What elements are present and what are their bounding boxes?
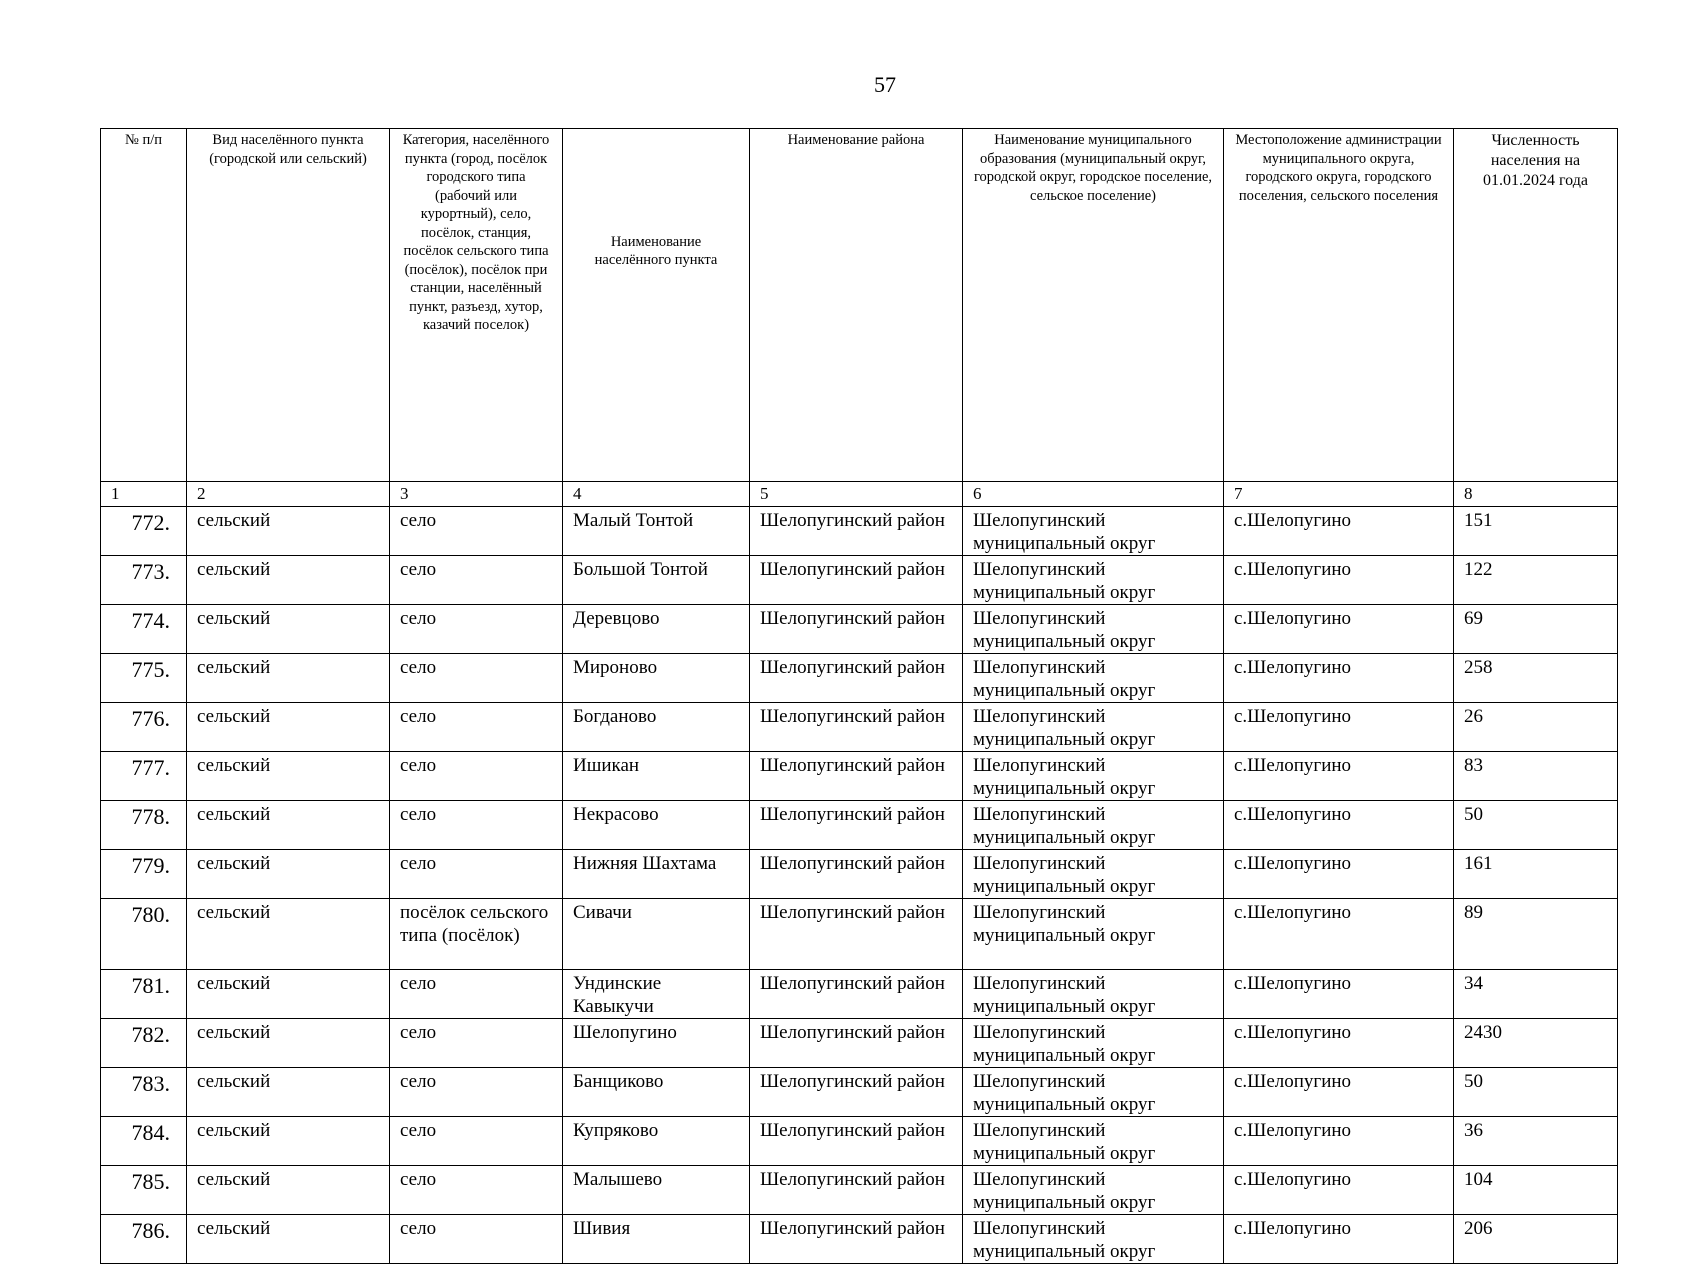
population-count: 89: [1454, 899, 1618, 970]
district-name: Шелопугинский район: [750, 1166, 963, 1215]
district-name: Шелопугинский район: [750, 605, 963, 654]
row-index: 782.: [101, 1019, 187, 1068]
table-row: [101, 556, 1618, 605]
settlement-type: сельский: [187, 899, 390, 970]
admin-location: с.Шелопугино: [1224, 1068, 1454, 1117]
admin-location: с.Шелопугино: [1224, 654, 1454, 703]
settlement-name: Ундинские Кавыкучи: [563, 970, 750, 1019]
settlement-name: Купряково: [563, 1117, 750, 1166]
column-number: 5: [750, 482, 963, 507]
row-index: 784.: [101, 1117, 187, 1166]
settlement-name: Деревцово: [563, 605, 750, 654]
row-index: 773.: [101, 556, 187, 605]
settlement-type: сельский: [187, 1019, 390, 1068]
settlement-category: село: [390, 703, 563, 752]
municipality-name: Шелопугинский муниципальный округ: [963, 801, 1224, 850]
district-name: Шелопугинский район: [750, 752, 963, 801]
settlement-category: село: [390, 1215, 563, 1264]
municipality-name: Шелопугинский муниципальный округ: [963, 654, 1224, 703]
district-name: Шелопугинский район: [750, 1117, 963, 1166]
settlement-category: село: [390, 850, 563, 899]
settlement-category: село: [390, 507, 563, 556]
district-name: Шелопугинский район: [750, 556, 963, 605]
column-number: 3: [390, 482, 563, 507]
settlement-category: село: [390, 801, 563, 850]
district-name: Шелопугинский район: [750, 703, 963, 752]
admin-location: с.Шелопугино: [1224, 1019, 1454, 1068]
population-count: 36: [1454, 1117, 1618, 1166]
column-number-row: [101, 482, 1618, 507]
settlement-category: село: [390, 1068, 563, 1117]
table-row: [101, 654, 1618, 703]
district-name: Шелопугинский район: [750, 1019, 963, 1068]
district-name: Шелопугинский район: [750, 1215, 963, 1264]
header-index: № п/п: [101, 129, 187, 482]
row-index: 775.: [101, 654, 187, 703]
district-name: Шелопугинский район: [750, 1068, 963, 1117]
table-row: [101, 1215, 1618, 1264]
admin-location: с.Шелопугино: [1224, 507, 1454, 556]
settlement-type: сельский: [187, 850, 390, 899]
settlement-type: сельский: [187, 801, 390, 850]
settlement-type: сельский: [187, 556, 390, 605]
admin-location: с.Шелопугино: [1224, 605, 1454, 654]
admin-location: с.Шелопугино: [1224, 899, 1454, 970]
population-count: 26: [1454, 703, 1618, 752]
row-index: 781.: [101, 970, 187, 1019]
table-row: [101, 605, 1618, 654]
column-number: 7: [1224, 482, 1454, 507]
column-number: 2: [187, 482, 390, 507]
municipality-name: Шелопугинский муниципальный округ: [963, 1068, 1224, 1117]
settlement-name: Малышево: [563, 1166, 750, 1215]
settlement-type: сельский: [187, 605, 390, 654]
municipality-name: Шелопугинский муниципальный округ: [963, 556, 1224, 605]
table-row: [101, 899, 1618, 970]
municipality-name: Шелопугинский муниципальный округ: [963, 605, 1224, 654]
district-name: Шелопугинский район: [750, 970, 963, 1019]
page-number: 57: [874, 72, 896, 97]
column-number: 4: [563, 482, 750, 507]
district-name: Шелопугинский район: [750, 801, 963, 850]
table-header-row: [101, 129, 1618, 482]
settlement-type: сельский: [187, 970, 390, 1019]
table-row: [101, 801, 1618, 850]
municipality-name: Шелопугинский муниципальный округ: [963, 1019, 1224, 1068]
population-count: 34: [1454, 970, 1618, 1019]
settlement-name: Богданово: [563, 703, 750, 752]
settlement-name: Сивачи: [563, 899, 750, 970]
settlement-category: посёлок сельского типа (посёлок): [390, 899, 563, 970]
settlement-type: сельский: [187, 703, 390, 752]
district-name: Шелопугинский район: [750, 507, 963, 556]
admin-location: с.Шелопугино: [1224, 752, 1454, 801]
population-count: 122: [1454, 556, 1618, 605]
settlement-name: Ишикан: [563, 752, 750, 801]
settlements-table: [100, 128, 1618, 1264]
header-district: Наименование района: [750, 129, 963, 482]
column-number: 6: [963, 482, 1224, 507]
settlement-name: Банщиково: [563, 1068, 750, 1117]
table-row: [101, 850, 1618, 899]
table-row: [101, 1166, 1618, 1215]
settlement-type: сельский: [187, 752, 390, 801]
admin-location: с.Шелопугино: [1224, 850, 1454, 899]
row-index: 785.: [101, 1166, 187, 1215]
population-count: 206: [1454, 1215, 1618, 1264]
admin-location: с.Шелопугино: [1224, 1117, 1454, 1166]
row-index: 776.: [101, 703, 187, 752]
row-index: 786.: [101, 1215, 187, 1264]
population-count: 2430: [1454, 1019, 1618, 1068]
admin-location: с.Шелопугино: [1224, 1215, 1454, 1264]
table-row: [101, 1068, 1618, 1117]
table-row: [101, 507, 1618, 556]
settlement-category: село: [390, 654, 563, 703]
admin-location: с.Шелопугино: [1224, 556, 1454, 605]
row-index: 780.: [101, 899, 187, 970]
municipality-name: Шелопугинский муниципальный округ: [963, 507, 1224, 556]
settlement-category: село: [390, 1166, 563, 1215]
population-count: 50: [1454, 801, 1618, 850]
municipality-name: Шелопугинский муниципальный округ: [963, 703, 1224, 752]
municipality-name: Шелопугинский муниципальный округ: [963, 899, 1224, 970]
header-name: Наименование населённого пункта: [563, 129, 750, 482]
settlement-type: сельский: [187, 654, 390, 703]
row-index: 774.: [101, 605, 187, 654]
municipality-name: Шелопугинский муниципальный округ: [963, 1215, 1224, 1264]
settlement-category: село: [390, 556, 563, 605]
settlement-name: Шивия: [563, 1215, 750, 1264]
row-index: 777.: [101, 752, 187, 801]
settlement-type: сельский: [187, 1068, 390, 1117]
population-count: 161: [1454, 850, 1618, 899]
population-count: 104: [1454, 1166, 1618, 1215]
admin-location: с.Шелопугино: [1224, 801, 1454, 850]
settlement-category: село: [390, 605, 563, 654]
municipality-name: Шелопугинский муниципальный округ: [963, 752, 1224, 801]
settlement-category: село: [390, 970, 563, 1019]
table-body: [101, 507, 1618, 1264]
municipality-name: Шелопугинский муниципальный округ: [963, 1117, 1224, 1166]
header-type: Вид населённого пункта (городской или сельский): [187, 129, 390, 482]
table-row: [101, 703, 1618, 752]
municipality-name: Шелопугинский муниципальный округ: [963, 1166, 1224, 1215]
settlement-type: сельский: [187, 1215, 390, 1264]
settlement-name: Шелопугино: [563, 1019, 750, 1068]
header-municipality: Наименование муниципального образования (муниципальный округ, городской округ, городское поселение, сельское поселение): [963, 129, 1224, 482]
settlement-type: сельский: [187, 507, 390, 556]
settlement-name: Большой Тонтой: [563, 556, 750, 605]
table-row: [101, 1019, 1618, 1068]
settlement-name: Некрасово: [563, 801, 750, 850]
table-row: [101, 752, 1618, 801]
table-row: [101, 970, 1618, 1019]
population-count: 83: [1454, 752, 1618, 801]
settlement-category: село: [390, 752, 563, 801]
settlement-name: Малый Тонтой: [563, 507, 750, 556]
district-name: Шелопугинский район: [750, 899, 963, 970]
row-index: 772.: [101, 507, 187, 556]
settlement-type: сельский: [187, 1117, 390, 1166]
row-index: 779.: [101, 850, 187, 899]
admin-location: с.Шелопугино: [1224, 970, 1454, 1019]
header-admin-location: Местоположение администрации муниципального округа, городского округа, городского поселения, сельского поселения: [1224, 129, 1454, 482]
district-name: Шелопугинский район: [750, 654, 963, 703]
municipality-name: Шелопугинский муниципальный округ: [963, 970, 1224, 1019]
population-count: 69: [1454, 605, 1618, 654]
column-number: 8: [1454, 482, 1618, 507]
row-index: 778.: [101, 801, 187, 850]
admin-location: с.Шелопугино: [1224, 703, 1454, 752]
settlement-category: село: [390, 1117, 563, 1166]
settlement-name: Нижняя Шахтама: [563, 850, 750, 899]
column-number: 1: [101, 482, 187, 507]
settlement-category: село: [390, 1019, 563, 1068]
row-index: 783.: [101, 1068, 187, 1117]
header-category: Категория, населённого пункта (город, посёлок городского типа (рабочий или курортный), село, посёлок, станция, посёлок сельского типа (посёлок), посёлок при станции, населённый пункт, разъезд, хутор, казачий поселок): [390, 129, 563, 482]
admin-location: с.Шелопугино: [1224, 1166, 1454, 1215]
population-count: 50: [1454, 1068, 1618, 1117]
settlement-name: Мироново: [563, 654, 750, 703]
table-row: [101, 1117, 1618, 1166]
population-count: 151: [1454, 507, 1618, 556]
municipality-name: Шелопугинский муниципальный округ: [963, 850, 1224, 899]
settlement-type: сельский: [187, 1166, 390, 1215]
district-name: Шелопугинский район: [750, 850, 963, 899]
header-population: Численность населения на 01.01.2024 года: [1454, 129, 1618, 482]
population-count: 258: [1454, 654, 1618, 703]
